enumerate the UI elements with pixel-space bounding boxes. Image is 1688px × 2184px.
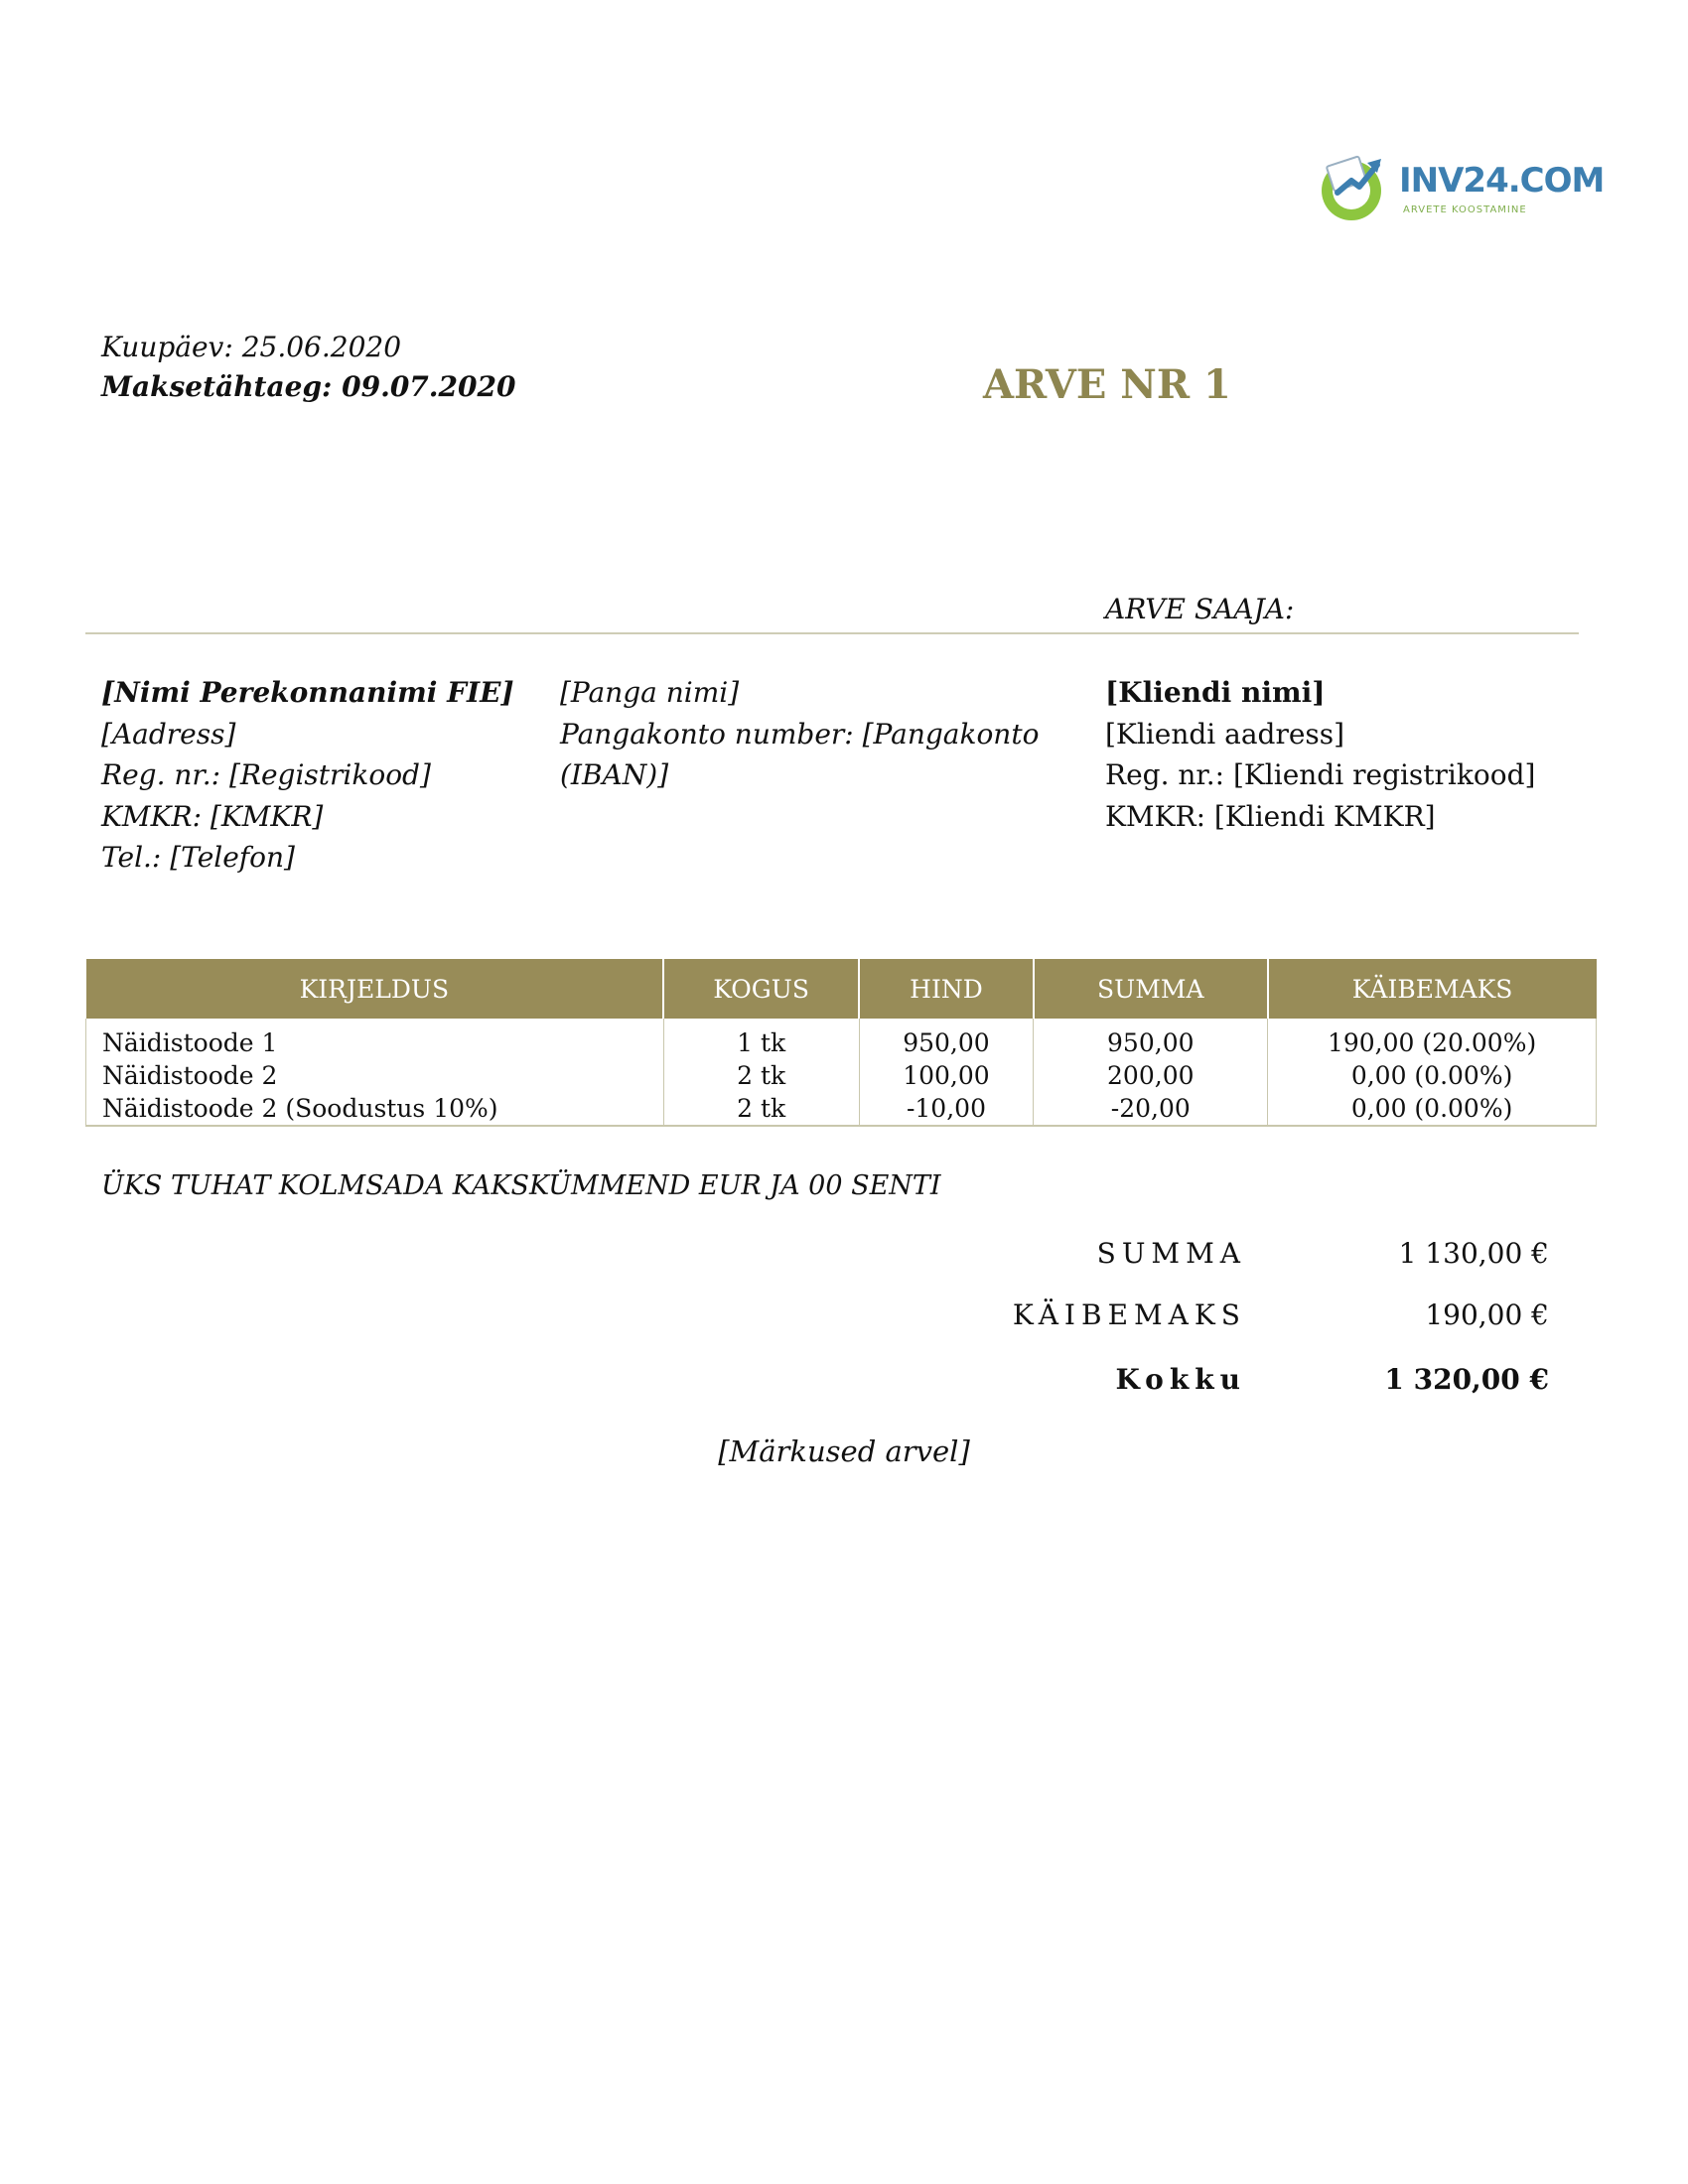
item-quantity: 1 tk: [737, 1028, 786, 1057]
sum-cell: [1034, 1019, 1268, 1126]
item-vat: 0,00 (0.00%): [1350, 1061, 1513, 1090]
price-cell: [859, 1019, 1034, 1126]
item-sum: 950,00: [1107, 1028, 1195, 1057]
total-label: Kokku: [1115, 1363, 1246, 1396]
description-cell: [86, 1019, 664, 1126]
invoice-title: ARVE NR 1: [983, 361, 1231, 408]
item-vat: 0,00 (0.00%): [1350, 1094, 1513, 1123]
bank-block: [560, 672, 1039, 796]
logo-tagline: ARVETE KOOSTAMINE: [1403, 205, 1527, 215]
header-price: HIND: [859, 959, 1034, 1019]
header-sum: SUMMA: [1034, 959, 1268, 1019]
header-quantity: KOGUS: [663, 959, 859, 1019]
due-date: Maksetähtaeg: 09.07.2020: [101, 370, 516, 403]
item-description: Näidistoode 2: [102, 1061, 278, 1090]
invoice-date: Kuupäev: 25.06.2020: [101, 331, 402, 363]
invoice-notes: [Märkused arvel]: [718, 1434, 970, 1468]
item-description: Näidistoode 1: [102, 1028, 278, 1057]
item-sum: 200,00: [1107, 1061, 1195, 1090]
bank-account-line2: (IBAN)]: [560, 758, 669, 791]
item-description: Näidistoode 2 (Soodustus 10%): [102, 1094, 498, 1123]
company-logo: [1316, 149, 1605, 226]
recipient-label: ARVE SAAJA:: [1105, 593, 1295, 625]
logo-text: INV24.COM: [1399, 161, 1605, 201]
table-header-row: [86, 959, 1597, 1019]
seller-tel: Tel.: [Telefon]: [101, 841, 295, 874]
total-value: 1 320,00 €: [1384, 1363, 1549, 1396]
item-vat: 190,00 (20.00%): [1327, 1028, 1537, 1057]
seller-kmkr: KMKR: [KMKR]: [101, 799, 324, 833]
item-price: -10,00: [906, 1094, 986, 1123]
client-kmkr: KMKR: [Kliendi KMKR]: [1105, 799, 1436, 833]
vat-cell: [1268, 1019, 1597, 1126]
quantity-cell: [663, 1019, 859, 1126]
vat-label: KÄIBEMAKS: [1012, 1298, 1246, 1331]
client-block: [1105, 672, 1535, 837]
bank-name: [Panga nimi]: [560, 676, 740, 709]
item-quantity: 2 tk: [737, 1094, 786, 1123]
logo-icon: [1316, 149, 1391, 224]
header-vat: KÄIBEMAKS: [1268, 959, 1597, 1019]
item-price: 100,00: [903, 1061, 990, 1090]
header-description: KIRJELDUS: [86, 959, 664, 1019]
seller-name: [Nimi Perekonnanimi FIE]: [101, 676, 514, 709]
item-price: 950,00: [903, 1028, 990, 1057]
items-table: [85, 959, 1597, 1127]
subtotal-label: SUMMA: [1096, 1237, 1246, 1270]
seller-address: [Aadress]: [101, 717, 236, 751]
client-address: [Kliendi aadress]: [1105, 717, 1345, 751]
item-sum: -20,00: [1110, 1094, 1191, 1123]
seller-block: [101, 672, 514, 879]
vat-value: 190,00 €: [1425, 1298, 1549, 1331]
client-name: [Kliendi nimi]: [1105, 676, 1326, 709]
item-quantity: 2 tk: [737, 1061, 786, 1090]
subtotal-value: 1 130,00 €: [1398, 1237, 1549, 1270]
seller-reg: Reg. nr.: [Registrikood]: [101, 758, 431, 791]
table-body-row: [86, 1019, 1597, 1126]
divider: [85, 632, 1579, 634]
client-reg: Reg. nr.: [Kliendi registrikood]: [1105, 758, 1536, 791]
amount-in-words: ÜKS TUHAT KOLMSADA KAKSKÜMMEND EUR JA 00 SENTI: [101, 1170, 941, 1201]
bank-account-line1: Pangakonto number: [Pangakonto: [560, 717, 1040, 751]
